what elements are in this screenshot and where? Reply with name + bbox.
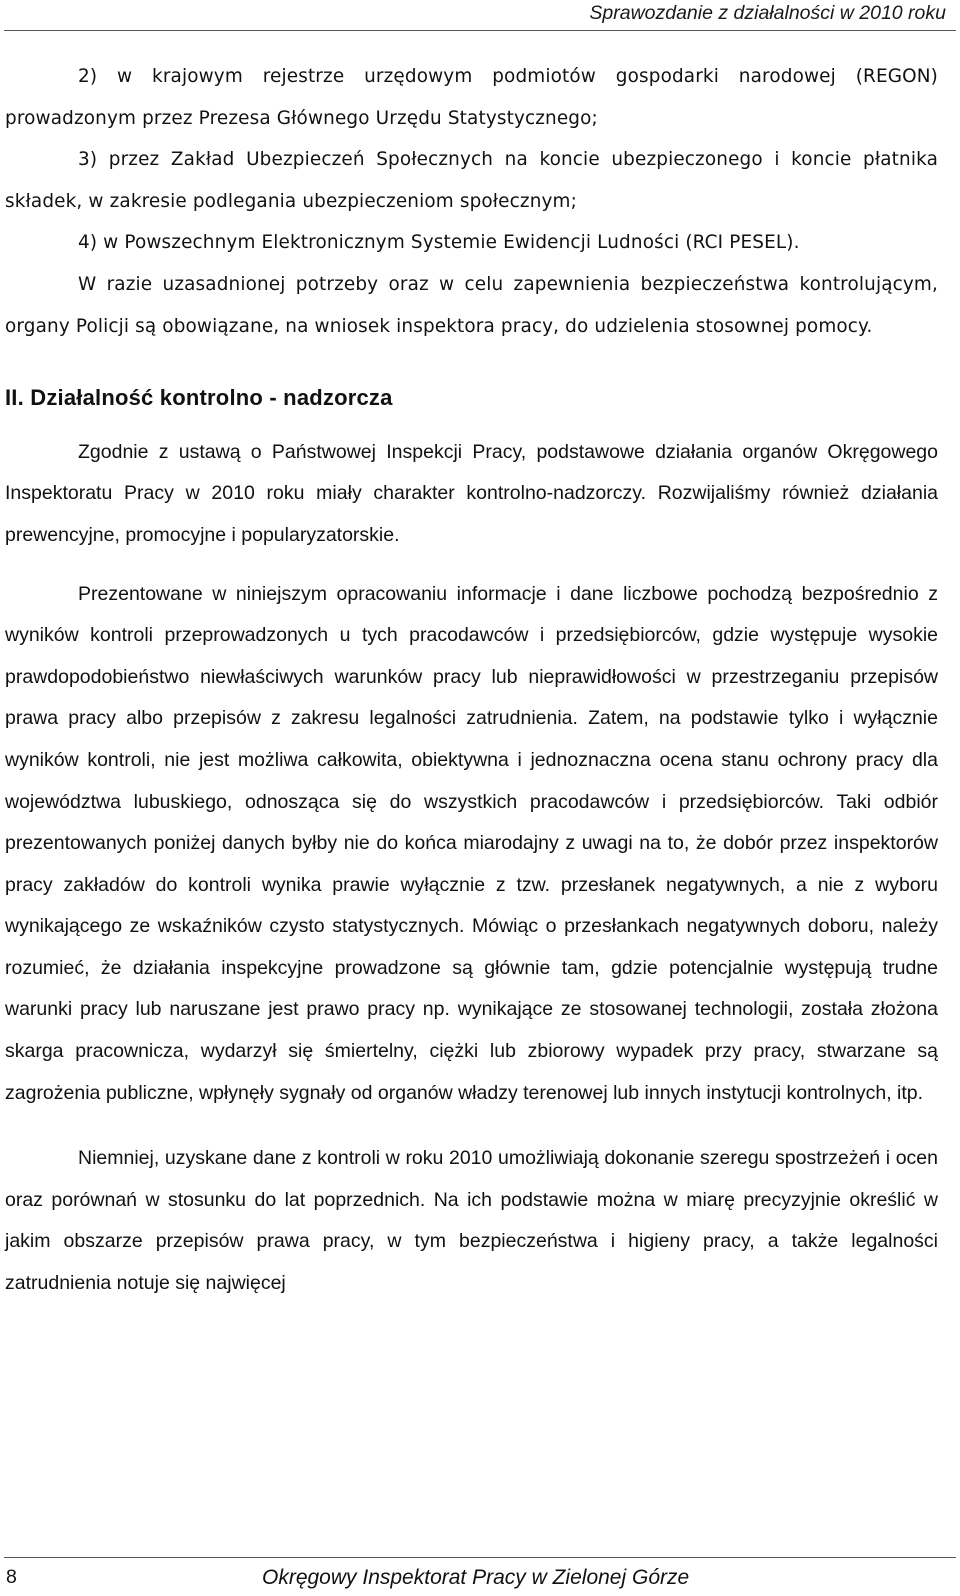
- page-content: [5, 56, 938, 1305]
- paragraph-spacer: [5, 557, 938, 574]
- header-divider: [4, 30, 956, 31]
- list-item-regon: 2) w krajowym rejestrze urzędowym podmiotów gospodarki narodowej (REGON) prowadzonym przez Prezesa Głównego Urzędu Statystycznego;: [5, 66, 938, 129]
- footer-divider: [4, 1557, 956, 1558]
- paragraph-data-source: Prezentowane w niniejszym opracowaniu informacje i dane liczbowe pochodzą bezpośrednio z wyników kontroli przeprowadzonych u tych pracodawców i przedsiębiorców, gdzie występuje wysokie prawdopodobieństwo niewłaściwych warunków pracy lub nieprawidłowości w przestrzeganiu przepisów prawa pracy albo przepisów z zakresu legalności zatrudnienia. Zatem, na podstawie tylko i wyłącznie wyników kontroli, nie jest możliwa całkowita, obiektywna i jednoznaczna ocena stanu ochrony pracy dla województwa lubuskiego, odnosząca się do wszystkich pracodawców i przedsiębiorców. Taki odbiór prezentowanych poniżej danych byłby nie do końca miarodajny z uwagi na to, że dobór przez inspektorów pracy zakładów do kontroli wynika prawie wyłącznie z tzw. przesłanek negatywnych, a nie z wyboru wynikającego ze wskaźników czysto statystycznych. Mówiąc o przesłankach negatywnych doboru, należy rozumieć, że działania inspekcyjne prowadzone są głównie tam, gdzie potencjalnie występują trudne warunki pracy lub naruszane jest prawo pracy np. wynikające ze stosowanej technologii, została złożona skarga pracownicza, wydarzył się śmiertelny, ciężki lub zbiorowy wypadek przy pracy, stwarzane są zagrożenia publiczne, wpłynęły sygnały od organów władzy terenowej lub innych instytucji kontrolnych, itp.: [5, 582, 938, 1104]
- paragraph-activity-scope: Zgodnie z ustawą o Państwowej Inspekcji Pracy, podstawowe działania organów Okręgowego Inspektoratu Pracy w 2010 roku miały charakter kontrolno-nadzorczy. Rozwijaliśmy również działania prewencyjne, promocyjne i popularyzatorskie.: [5, 440, 938, 546]
- paragraph-spacer: [5, 1114, 938, 1138]
- paragraph-observations: Niemniej, uzyskane dane z kontroli w roku 2010 umożliwiają dokonanie szeregu spostrzeżeń i ocen oraz porównań w stosunku do lat poprzednich. Na ich podstawie można w miarę precyzyjnie określić w jakim obszarze przepisów prawa pracy, w tym bezpieczeństwa i higieny pracy, a także legalności zatrudnienia notuje się najwięcej: [5, 1147, 938, 1295]
- page-header: [0, 0, 960, 26]
- header-title: Sprawozdanie z działalności w 2010 roku: [589, 2, 946, 24]
- footer-organization: Okręgowy Inspektorat Pracy w Zielonej Górze: [262, 1566, 690, 1589]
- section-heading: II. Działalność kontrolno - nadzorcza: [5, 385, 393, 411]
- list-item-pesel: 4) w Powszechnym Elektronicznym Systemie Ewidencji Ludności (RCI PESEL).: [78, 232, 800, 254]
- police-assistance-paragraph: W razie uzasadnionej potrzeby oraz w celu zapewnienia bezpieczeństwa kontrolującym, organy Policji są obowiązane, na wniosek inspektora pracy, do udzielenia stosownej pomocy.: [5, 273, 938, 337]
- list-item-zus: 3) przez Zakład Ubezpieczeń Społecznych na koncie ubezpieczonego i koncie płatnika składek, w zakresie podlegania ubezpieczeniom społecznym;: [5, 149, 938, 212]
- page-number: 8: [6, 1566, 17, 1588]
